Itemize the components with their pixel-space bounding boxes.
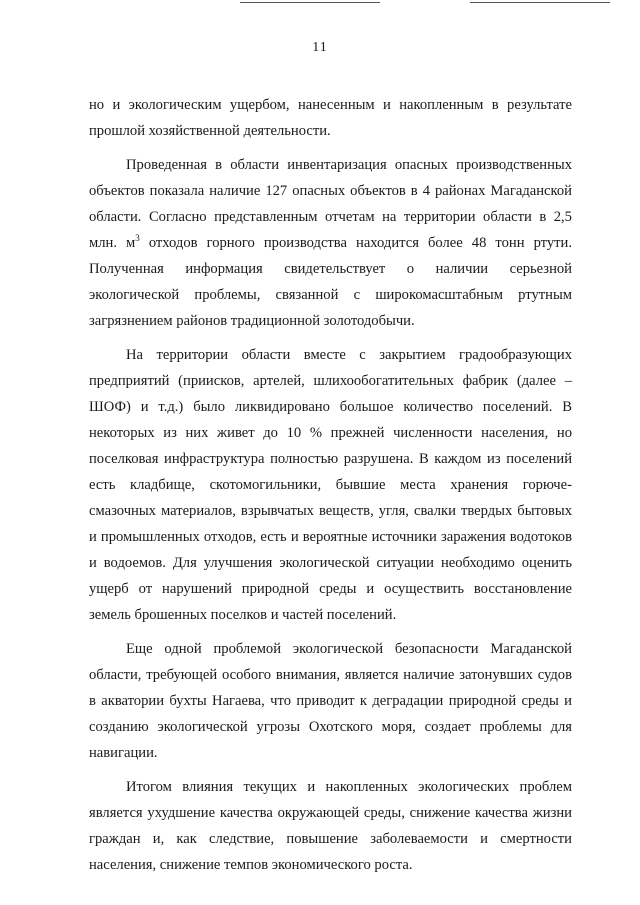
paragraph: Итогом влияния текущих и накопленных экологических проблем является ухудшение качества окружающей среды, снижение качества жизни граждан и, как следствие, повышение заболеваемости и смертности населения, снижение темпов экономического роста. — [89, 779, 572, 873]
paragraph-text: Проведенная в области инвентаризация опасных производственных объектов показала наличие 127 опасных объектов в 4 районах Магаданской области. Согласно представленным отчетам на территории области — [89, 157, 572, 225]
paragraph-text: в 2,5 млн. м — [89, 209, 572, 251]
paragraph: но и экологическим ущербом, нанесенным и накопленным в результате прошлой хозяйственной деятельности. — [89, 97, 572, 139]
page-number: 11 — [312, 40, 328, 55]
paragraph: На территории области вместе с закрытием градообразующих предприятий (приисков, артелей, шлихообогатительных фабрик (далее – ШОФ) и т.д.) было ликвидировано большое количество поселений. В некоторых из них живет до 10 % прежней численности населения, но поселковая инфраструктура полностью разрушена. В каждом из поселений есть кладбище, скотомогильники, бывшие места хранения горюче-смазочных материалов, взрывчатых веществ, угля, свалки твердых бытовых и промышленных отходов, есть и вероятные источники заражения водотоков и водоемов. Для улучшения экологической ситуации необходимо оценить ущерб от нарушений природной среды и осуществить восстановление земель брошенных поселков и частей поселений. — [89, 347, 572, 623]
superscript: 3 — [135, 233, 140, 244]
paragraph: Еще одной проблемой экологической безопасности Магаданской области, требующей особого внимания, является наличие затонувших судов в акватории бухты Нагаева, что приводит к деградации природной среды и созданию экологической угрозы Охотского моря, создает проблемы для навигации. — [89, 641, 572, 761]
top-edge-rule — [240, 2, 380, 3]
top-edge-rule — [470, 2, 610, 3]
document-body — [89, 92, 572, 886]
paragraph-text: отходов горного производства находится более 48 тонн ртути. Полученная информация свидетельствует о наличии серьезной экологической проблемы, связанной с широкомасштабным ртутным загрязнением районов традиционной золотодобычи. — [89, 235, 572, 329]
paragraph — [89, 152, 572, 334]
